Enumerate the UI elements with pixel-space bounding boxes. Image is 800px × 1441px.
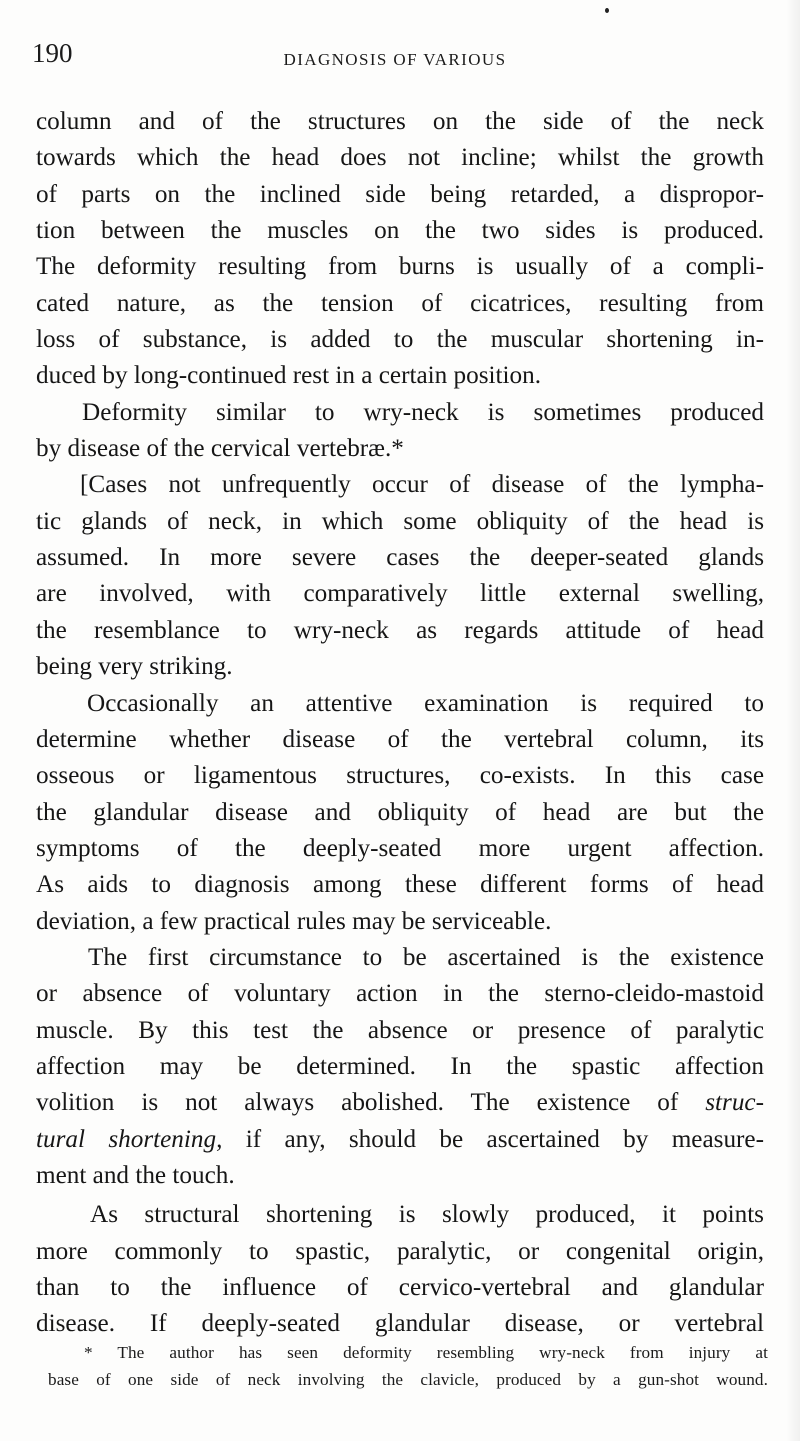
body-line: muscle. By this test the absence or presence of paralytic [36,1016,764,1044]
body-text [36,104,764,1343]
body-line [36,1122,764,1158]
body-line: towards which the head does not incline; whilst the growth [36,144,764,172]
body-line: ment and the touch. [36,1161,235,1189]
body-line: being very striking. [36,653,233,681]
body-line: The first circumstance to be ascertained is the existence [88,943,764,971]
italic-term: struc- [705,1089,764,1117]
body-line: loss of substance, is added to the muscular shortening in- [36,326,764,354]
page-edge-shadow [786,0,800,1441]
body-line: determine whether disease of the vertebral column, its [36,725,764,753]
footnote-line: base of one side of neck involving the clavicle, produced by a gun-shot wound. [48,1370,768,1389]
body-line: or absence of voluntary action in the sterno-cleido-mastoid [36,980,764,1008]
body-line: the resemblance to wry-neck as regards attitude of head [36,616,764,644]
body-line: osseous or ligamentous structures, co-exists. In this case [36,762,764,790]
body-line: the glandular disease and obliquity of head are but the [36,798,764,826]
running-title: DIAGNOSIS OF VARIOUS [283,50,507,69]
body-line-text: if any, should be ascertained by measure- [245,1125,765,1153]
body-line: affection may be determined. In the spastic affection [36,1052,764,1080]
body-line: than to the influence of cervico-vertebral and glandular [36,1274,764,1301]
body-line-text: volition is not always abolished. The existence of [36,1089,679,1117]
body-line: symptoms of the deeply-seated more urgent affection. [36,834,764,862]
body-line: As structural shortening is slowly produced, it points [90,1201,764,1229]
footnote [48,1339,768,1393]
body-line: are involved, with comparatively little external swelling, [36,580,764,608]
body-line: Deformity similar to wry-neck is sometimes produced [82,398,764,426]
body-line: disease. If deeply-seated glandular disease, or vertebral [36,1310,764,1338]
body-line: The deformity resulting from burns is usually of a compli- [36,253,764,281]
ink-speck [605,8,609,13]
italic-term: tural shortening, [36,1125,223,1153]
body-line: assumed. In more severe cases the deeper-seated glands [36,544,764,572]
body-line: tic glands of neck, in which some obliquity of the head is [36,507,764,535]
body-line: cated nature, as the tension of cicatrices, resulting from [36,289,764,317]
body-line: column and of the structures on the side of the neck [36,108,764,135]
body-line: Occasionally an attentive examination is required to [87,689,764,717]
body-line: [Cases not unfrequently occur of disease of the lympha- [80,471,764,499]
body-line: of parts on the inclined side being retarded, a dispropor- [36,180,764,208]
body-line [36,1085,764,1121]
body-line: deviation, a few practical rules may be serviceable. [36,907,552,935]
body-line: As aids to diagnosis among these different forms of head [36,871,764,899]
footnote-line: * The author has seen deformity resembling wry-neck from injury at [84,1343,768,1362]
body-line: by disease of the cervical vertebræ.* [36,435,404,463]
body-line: more commonly to spastic, paralytic, or congenital origin, [36,1237,764,1265]
body-line: duced by long-continued rest in a certain position. [36,362,542,390]
body-line: tion between the muscles on the two sides is produced. [36,217,764,245]
page-number: 190 [32,38,73,68]
